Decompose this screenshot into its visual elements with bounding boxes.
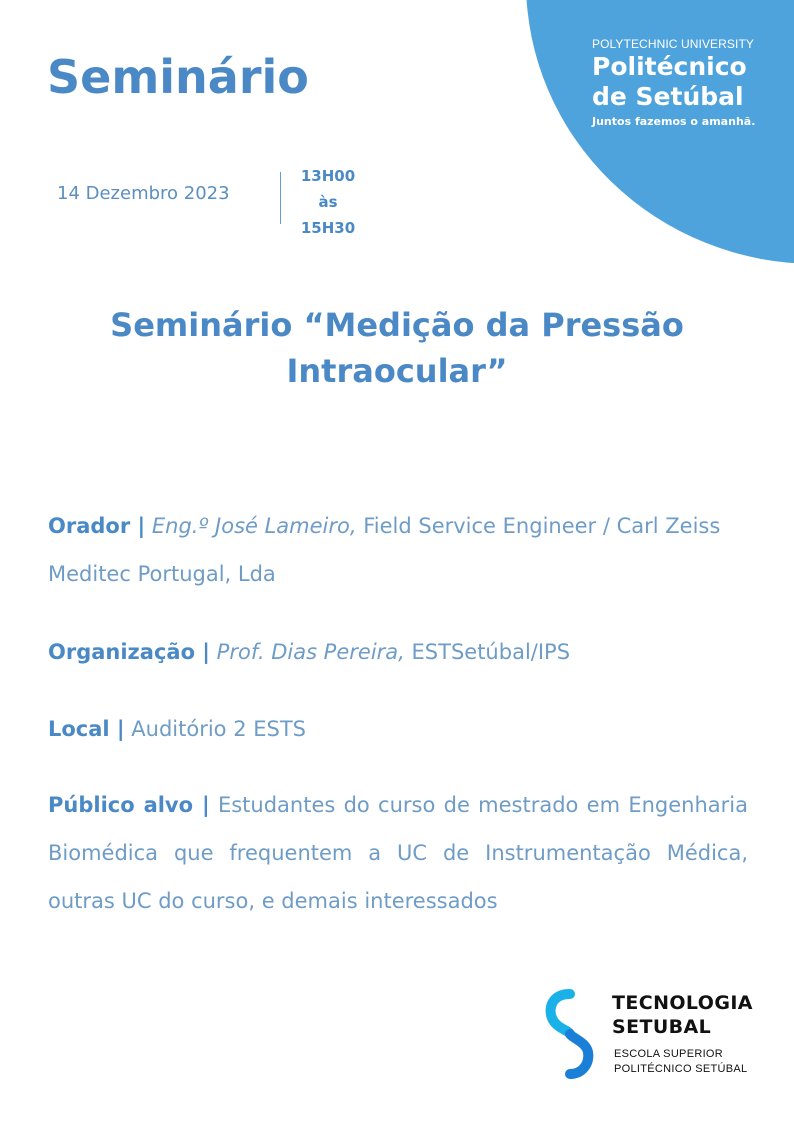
seminar-title-line1: Seminário “Medição da Pressão	[110, 306, 684, 344]
speaker-info	[48, 502, 748, 598]
location-detail: Auditório 2 ESTS	[124, 717, 306, 741]
ips-logo	[592, 37, 755, 128]
location-info	[48, 705, 748, 753]
event-date: 14 Dezembro 2023	[57, 183, 230, 204]
location-label: Local |	[48, 717, 125, 741]
logo-name-line1: Politécnico	[592, 52, 747, 81]
audience-label: Público alvo |	[48, 793, 210, 817]
organization-detail: ESTSetúbal/IPS	[404, 640, 571, 664]
ests-logo-sub2: POLITÉCNICO SETÚBAL	[614, 1063, 748, 1075]
speaker-detail: Field Service Engineer / Carl Zeiss Meditec Portugal, Lda	[48, 514, 721, 586]
speaker-name: Eng.º José Lameiro,	[151, 514, 357, 538]
logo-top-text: POLYTECHNIC UNIVERSITY	[592, 37, 755, 51]
time-end: 15H30	[300, 219, 356, 237]
page-title: Seminário	[47, 50, 309, 104]
event-time	[296, 163, 360, 241]
logo-tagline: Juntos fazemos o amanhã.	[592, 115, 756, 128]
ests-logo-line2: SETUBAL	[612, 1016, 712, 1038]
ests-logo-sub1: ESCOLA SUPERIOR	[614, 1048, 724, 1060]
organization-label: Organização |	[48, 640, 210, 664]
audience-info	[48, 781, 748, 925]
organization-name: Prof. Dias Pereira,	[216, 640, 405, 664]
ests-logo-line1: TECNOLOGIA	[612, 992, 753, 1014]
date-time-divider	[280, 172, 281, 224]
organization-info	[48, 628, 748, 676]
time-separator: às	[318, 193, 338, 211]
speaker-label: Orador |	[48, 514, 146, 538]
seminar-title	[60, 302, 734, 394]
seminar-title-line2: Intraocular”	[286, 352, 508, 390]
audience-detail: Estudantes do curso de mestrado em Engenharia Biomédica que frequentem a UC de Instrumentação Médica, outras UC do curso, e demais interessados	[48, 793, 748, 913]
time-start: 13H00	[300, 167, 356, 185]
ests-logo	[540, 988, 760, 1084]
ests-s-mark-icon	[540, 988, 602, 1080]
logo-name-line2: de Setúbal	[592, 82, 744, 111]
